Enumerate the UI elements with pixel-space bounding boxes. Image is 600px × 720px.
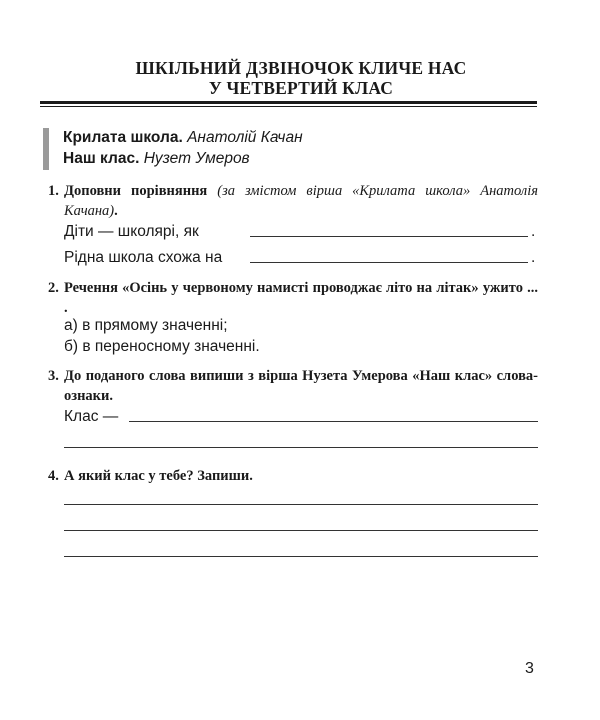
task-2-option-a[interactable]: а) в прямому значенні;: [64, 317, 228, 334]
task-4-answer-line-1[interactable]: [64, 504, 538, 505]
task-3-text: До поданого слова випиши з вірша Нузета Умерова «Наш клас» слова-ознаки.: [64, 368, 538, 404]
page-number: 3: [525, 660, 534, 677]
page-title: [40, 58, 562, 98]
source-1-author: Анатолій Качан: [187, 129, 303, 146]
task-3-prompt: Клас —: [64, 408, 119, 425]
task-4-text: А який клас у тебе? Запиши.: [64, 468, 253, 484]
task-1-answer-1-label: Діти — школярі, як: [64, 223, 199, 240]
task-3-number: 3.: [48, 368, 59, 384]
source-2: [63, 149, 250, 169]
task-1-answer-1-line[interactable]: [250, 236, 528, 237]
title-line-2: У ЧЕТВЕРТИЙ КЛАС: [208, 78, 394, 98]
task-2-option-b[interactable]: б) в переносному значенні.: [64, 338, 260, 355]
task-1-note-end: .: [114, 203, 118, 219]
task-1-answer-1-end: .: [531, 223, 536, 240]
task-4-answer-line-3[interactable]: [64, 556, 538, 557]
task-1-note: (за змістом вірша «Крилата школа» Анатолія Качана): [64, 183, 538, 219]
source-2-author: Нузет Умеров: [143, 150, 250, 167]
source-1: [63, 128, 303, 148]
task-1-answer-2-label: Рідна школа схожа на: [64, 249, 223, 266]
task-2-text: Речення «Осінь у червоному намисті проводжає літо на літак» ужито ... .: [64, 280, 538, 316]
title-rule-thick: [40, 101, 537, 104]
task-1-instruction: Доповни порівняння: [64, 183, 208, 199]
task-3-answer-line-1[interactable]: [129, 421, 538, 422]
source-2-work: Наш клас.: [63, 150, 140, 167]
task-4-number: 4.: [48, 468, 59, 484]
sources-sidebar-bar: [43, 128, 49, 170]
task-2-number: 2.: [48, 280, 59, 296]
title-line-1: ШКІЛЬНИЙ ДЗВІНОЧОК КЛИЧЕ НАС: [135, 58, 467, 78]
task-1-number: 1.: [48, 183, 59, 199]
task-1-answer-2-end: .: [531, 249, 536, 266]
task-1-text: [64, 181, 538, 221]
source-1-work: Крилата школа.: [63, 129, 183, 146]
title-rule-thin: [40, 106, 537, 107]
task-1-answer-2-line[interactable]: [250, 262, 528, 263]
task-4-answer-line-2[interactable]: [64, 530, 538, 531]
task-3-answer-line-2[interactable]: [64, 447, 538, 448]
